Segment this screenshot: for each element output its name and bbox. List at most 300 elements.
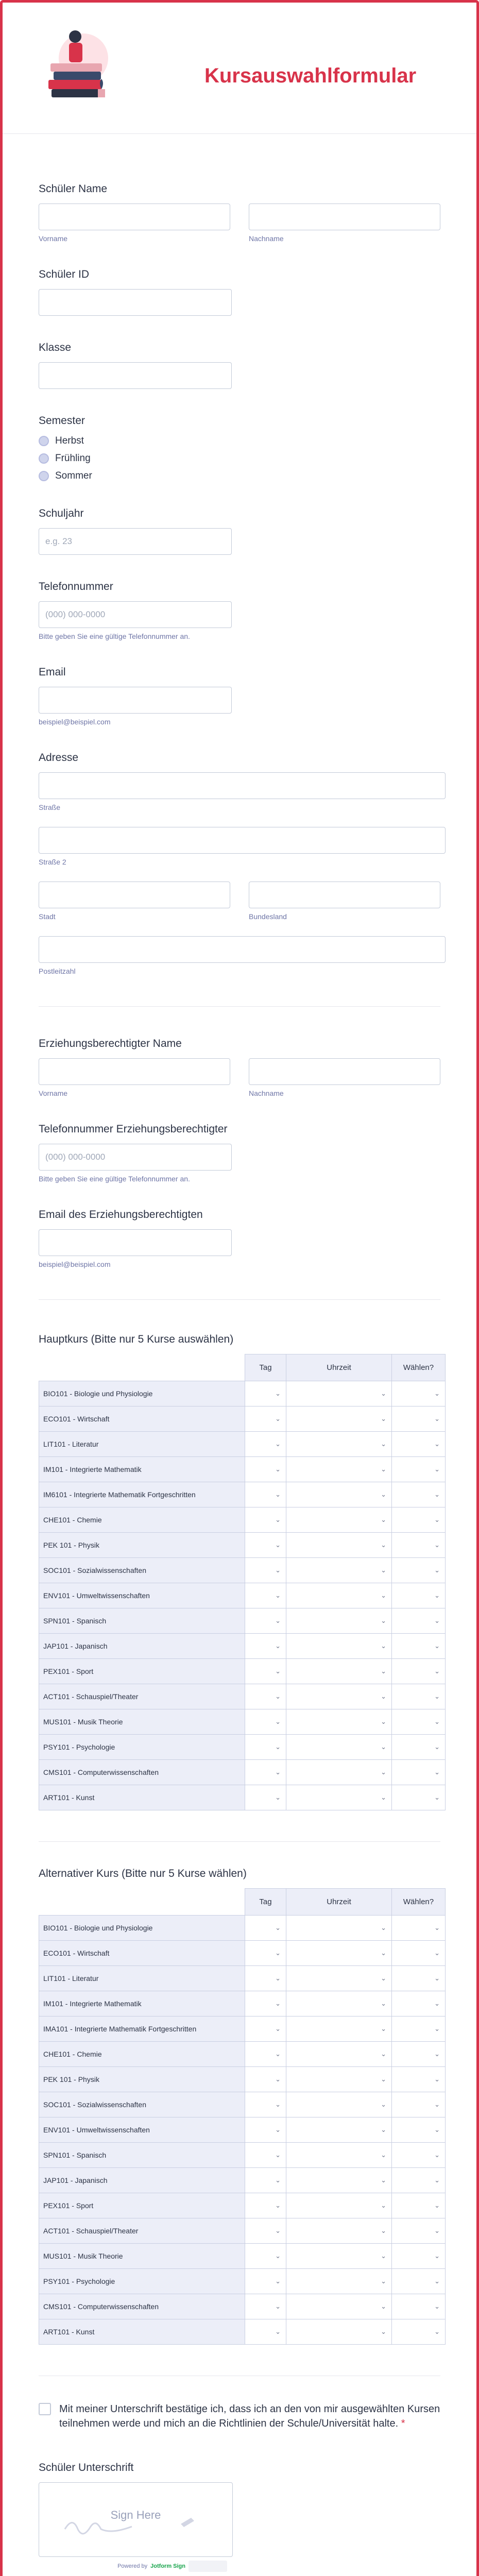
time-select[interactable] <box>286 1381 392 1406</box>
chevron-down-icon: ⌄ <box>381 1617 386 1624</box>
matrix-col-select: Wählen? <box>392 1889 446 1916</box>
day-select[interactable] <box>245 1533 286 1558</box>
street2-input[interactable] <box>39 827 446 854</box>
chevron-down-icon: ⌄ <box>381 2151 386 2159</box>
chevron-down-icon: ⌄ <box>381 1793 386 1801</box>
semester-option-sommer[interactable] <box>39 470 440 482</box>
time-select[interactable] <box>286 1916 392 1941</box>
course-name: ACT101 - Schauspiel/Theater <box>39 1684 245 1709</box>
day-select[interactable] <box>245 2092 286 2117</box>
time-select[interactable] <box>286 1735 392 1760</box>
day-select[interactable] <box>245 1558 286 1583</box>
time-select[interactable] <box>286 1482 392 1507</box>
choose-select[interactable] <box>392 2193 446 2218</box>
table-row <box>39 1735 446 1760</box>
chevron-down-icon: ⌄ <box>381 1440 386 1448</box>
day-select[interactable] <box>245 2143 286 2168</box>
day-select[interactable] <box>245 1785 286 1810</box>
guardian-phone-input[interactable]: (000) 000-0000 <box>39 1144 232 1171</box>
phone-field <box>39 581 440 640</box>
choose-select[interactable] <box>392 2067 446 2092</box>
alt-courses-label: Alternativer Kurs (Bitte nur 5 Kurse wählen) <box>39 1868 247 1879</box>
course-name: BIO101 - Biologie und Physiologie <box>39 1381 245 1406</box>
chevron-down-icon: ⌄ <box>275 1490 281 1498</box>
course-name: CHE101 - Chemie <box>39 1507 245 1533</box>
course-name: IM101 - Integrierte Mathematik <box>39 1991 245 2016</box>
chevron-down-icon: ⌄ <box>275 2025 281 2032</box>
time-select[interactable] <box>286 1684 392 1709</box>
chevron-down-icon: ⌄ <box>275 1591 281 1599</box>
time-select[interactable] <box>286 1507 392 1533</box>
time-select[interactable] <box>286 2117 392 2143</box>
student-last-name-input[interactable] <box>249 204 440 230</box>
table-row <box>39 1634 446 1659</box>
time-select[interactable] <box>286 2294 392 2319</box>
time-select[interactable] <box>286 2042 392 2067</box>
chevron-down-icon: ⌄ <box>381 2075 386 2083</box>
student-first-name-col <box>39 204 230 243</box>
chevron-down-icon: ⌄ <box>434 1389 440 1397</box>
time-select[interactable] <box>286 1785 392 1810</box>
chevron-down-icon: ⌄ <box>275 1566 281 1574</box>
street-input[interactable] <box>39 772 446 799</box>
student-signature-field <box>39 2462 440 2569</box>
table-row <box>39 1608 446 1634</box>
chevron-down-icon: ⌄ <box>434 2151 440 2159</box>
table-row <box>39 1482 446 1507</box>
choose-select[interactable] <box>392 1634 446 1659</box>
choose-select[interactable] <box>392 2143 446 2168</box>
form-title: Kursauswahlformular <box>204 64 417 87</box>
guardian-last-name-input[interactable] <box>249 1058 440 1085</box>
chevron-down-icon: ⌄ <box>275 1389 281 1397</box>
student-id-field <box>39 268 440 316</box>
chevron-down-icon: ⌄ <box>381 2227 386 2234</box>
email-field <box>39 666 440 726</box>
section-divider <box>39 1841 440 1842</box>
day-select[interactable] <box>245 1634 286 1659</box>
choose-select[interactable] <box>392 1659 446 1684</box>
chevron-down-icon: ⌄ <box>381 2277 386 2285</box>
time-select[interactable] <box>286 2092 392 2117</box>
semester-option-label: Frühling <box>55 453 91 464</box>
day-select[interactable] <box>245 2016 286 2042</box>
chevron-down-icon: ⌄ <box>381 2025 386 2032</box>
day-select[interactable] <box>245 1608 286 1634</box>
consent-checkbox-row[interactable] <box>39 2402 440 2431</box>
guardian-email-field <box>39 1209 440 1268</box>
choose-select[interactable] <box>392 1432 446 1457</box>
chevron-down-icon: ⌄ <box>275 1440 281 1448</box>
table-row <box>39 1684 446 1709</box>
course-name: SPN101 - Spanisch <box>39 2143 245 2168</box>
consent-checkbox[interactable] <box>39 2403 51 2415</box>
alt-courses-rows <box>39 1916 446 2345</box>
choose-select[interactable] <box>392 1533 446 1558</box>
choose-select[interactable] <box>392 1381 446 1406</box>
chevron-down-icon: ⌄ <box>275 1949 281 1957</box>
consent-text: Mit meiner Unterschrift bestätige ich, dass ich an den von mir ausgewählten Kursen teilnehmen werde und mich an die Richtlinien der Schule/Universität halte. <box>59 2403 440 2429</box>
chevron-down-icon: ⌄ <box>275 1743 281 1751</box>
day-select[interactable] <box>245 1381 286 1406</box>
time-select[interactable] <box>286 2168 392 2193</box>
chevron-down-icon: ⌄ <box>381 1999 386 2007</box>
chevron-down-icon: ⌄ <box>275 1999 281 2007</box>
chevron-down-icon: ⌄ <box>434 1667 440 1675</box>
school-year-field <box>39 507 440 555</box>
table-row <box>39 2168 446 2193</box>
time-select[interactable] <box>286 1966 392 1991</box>
choose-select[interactable] <box>392 2269 446 2294</box>
day-select[interactable] <box>245 1941 286 1966</box>
chevron-down-icon: ⌄ <box>434 2176 440 2184</box>
guardian-first-name-col <box>39 1058 230 1097</box>
chevron-down-icon: ⌄ <box>381 1490 386 1498</box>
day-select[interactable] <box>245 1966 286 1991</box>
choose-select[interactable] <box>392 1406 446 1432</box>
time-select[interactable] <box>286 1533 392 1558</box>
chevron-down-icon: ⌄ <box>434 1793 440 1801</box>
choose-select[interactable] <box>392 2117 446 2143</box>
city-input[interactable] <box>39 882 230 908</box>
day-select[interactable] <box>245 2168 286 2193</box>
chevron-down-icon: ⌄ <box>381 1415 386 1422</box>
street-sublabel: Straße <box>39 803 61 811</box>
course-name: IMA101 - Integrierte Mathematik Fortgeschritten <box>39 2016 245 2042</box>
course-name: BIO101 - Biologie und Physiologie <box>39 1916 245 1941</box>
chevron-down-icon: ⌄ <box>434 2201 440 2209</box>
time-select[interactable] <box>286 2218 392 2244</box>
matrix-header-row <box>39 1354 446 1381</box>
time-select[interactable] <box>286 2269 392 2294</box>
chevron-down-icon: ⌄ <box>434 2252 440 2260</box>
table-row <box>39 1507 446 1533</box>
school-year-input[interactable]: e.g. 23 <box>39 528 232 555</box>
time-select[interactable] <box>286 1941 392 1966</box>
chevron-down-icon: ⌄ <box>275 1465 281 1473</box>
table-row <box>39 2218 446 2244</box>
city-col <box>39 882 230 921</box>
time-select[interactable] <box>286 1760 392 1785</box>
address-label: Adresse <box>39 752 79 764</box>
choose-select[interactable] <box>392 1941 446 1966</box>
student-id-label: Schüler ID <box>39 268 90 280</box>
state-sublabel: Bundesland <box>249 912 287 921</box>
course-name: MUS101 - Musik Theorie <box>39 1709 245 1735</box>
chevron-down-icon: ⌄ <box>434 2050 440 2058</box>
day-select[interactable] <box>245 1760 286 1785</box>
main-courses-rows <box>39 1381 446 1810</box>
choose-select[interactable] <box>392 1608 446 1634</box>
chevron-down-icon: ⌄ <box>275 1642 281 1650</box>
alt-courses-field <box>39 1868 440 2345</box>
choose-select[interactable] <box>392 2319 446 2345</box>
chevron-down-icon: ⌄ <box>275 1924 281 1931</box>
guardian-phone-label: Telefonnummer Erziehungsberechtigter <box>39 1123 228 1135</box>
guardian-first-name-input[interactable] <box>39 1058 230 1085</box>
choose-select[interactable] <box>392 2244 446 2269</box>
guardian-email-input[interactable] <box>39 1229 232 1256</box>
day-select[interactable] <box>245 2218 286 2244</box>
chevron-down-icon: ⌄ <box>434 2277 440 2285</box>
table-row <box>39 1432 446 1457</box>
day-select[interactable] <box>245 2294 286 2319</box>
chevron-down-icon: ⌄ <box>275 2100 281 2108</box>
table-row <box>39 1760 446 1785</box>
day-select[interactable] <box>245 2269 286 2294</box>
chevron-down-icon: ⌄ <box>275 1617 281 1624</box>
chevron-down-icon: ⌄ <box>275 2050 281 2058</box>
choose-select[interactable] <box>392 2092 446 2117</box>
chevron-down-icon: ⌄ <box>434 2025 440 2032</box>
chevron-down-icon: ⌄ <box>434 1541 440 1549</box>
day-select[interactable] <box>245 1684 286 1709</box>
chevron-down-icon: ⌄ <box>434 2227 440 2234</box>
time-select[interactable] <box>286 1608 392 1634</box>
day-select[interactable] <box>245 1991 286 2016</box>
time-select[interactable] <box>286 1457 392 1482</box>
time-select[interactable] <box>286 2143 392 2168</box>
choose-select[interactable] <box>392 1482 446 1507</box>
chevron-down-icon: ⌄ <box>434 1566 440 1574</box>
day-select[interactable] <box>245 1507 286 1533</box>
chevron-down-icon: ⌄ <box>275 2252 281 2260</box>
choose-select[interactable] <box>392 1507 446 1533</box>
course-name: SPN101 - Spanisch <box>39 1608 245 1634</box>
guardian-email-hint: beispiel@beispiel.com <box>39 1260 111 1268</box>
email-label: Email <box>39 666 66 678</box>
time-select[interactable] <box>286 1558 392 1583</box>
city-sublabel: Stadt <box>39 912 56 921</box>
table-row <box>39 1659 446 1684</box>
course-name: SOC101 - Sozialwissenschaften <box>39 1558 245 1583</box>
course-name: CHE101 - Chemie <box>39 2042 245 2067</box>
day-select[interactable] <box>245 1457 286 1482</box>
time-select[interactable] <box>286 2016 392 2042</box>
table-row <box>39 1406 446 1432</box>
phone-input[interactable]: (000) 000-0000 <box>39 601 232 628</box>
course-name: ECO101 - Wirtschaft <box>39 1941 245 1966</box>
student-first-name-input[interactable] <box>39 204 230 230</box>
day-select[interactable] <box>245 1406 286 1432</box>
guardian-email-label: Email des Erziehungsberechtigten <box>39 1209 203 1221</box>
chevron-down-icon: ⌄ <box>381 1642 386 1650</box>
chevron-down-icon: ⌄ <box>381 1541 386 1549</box>
chevron-down-icon: ⌄ <box>434 2302 440 2310</box>
zip-input[interactable] <box>39 936 446 963</box>
choose-select[interactable] <box>392 2218 446 2244</box>
day-select[interactable] <box>245 1735 286 1760</box>
table-row <box>39 2269 446 2294</box>
phone-hint: Bitte geben Sie eine gültige Telefonnummer an. <box>39 632 190 640</box>
class-field <box>39 342 440 389</box>
matrix-corner <box>39 1889 245 1916</box>
course-name: JAP101 - Japanisch <box>39 1634 245 1659</box>
section-divider <box>39 1006 440 1007</box>
semester-option-fruehling[interactable] <box>39 453 440 464</box>
choose-select[interactable] <box>392 2168 446 2193</box>
choose-select[interactable] <box>392 1760 446 1785</box>
student-id-input[interactable] <box>39 289 232 316</box>
choose-select[interactable] <box>392 2042 446 2067</box>
student-signature-label: Schüler Unterschrift <box>39 2462 134 2473</box>
course-name: PEK 101 - Physik <box>39 2067 245 2092</box>
choose-select[interactable] <box>392 1457 446 1482</box>
time-select[interactable] <box>286 1406 392 1432</box>
consent-field <box>39 2402 440 2431</box>
choose-select[interactable] <box>392 1991 446 2016</box>
time-select[interactable] <box>286 2319 392 2345</box>
powered-brand: Jotform Sign <box>150 2563 185 2569</box>
city-state-row <box>39 882 440 921</box>
choose-select[interactable] <box>392 1583 446 1608</box>
semester-label: Semester <box>39 415 85 427</box>
chevron-down-icon: ⌄ <box>434 1999 440 2007</box>
chevron-down-icon: ⌄ <box>381 1949 386 1957</box>
table-row <box>39 2042 446 2067</box>
table-row <box>39 1533 446 1558</box>
time-select[interactable] <box>286 2067 392 2092</box>
course-name: IM6101 - Integrierte Mathematik Fortgeschritten <box>39 1482 245 1507</box>
alt-courses-matrix <box>39 1888 446 2345</box>
chevron-down-icon: ⌄ <box>434 2126 440 2133</box>
day-select[interactable] <box>245 1916 286 1941</box>
time-select[interactable] <box>286 1709 392 1735</box>
course-name: LIT101 - Literatur <box>39 1966 245 1991</box>
choose-select[interactable] <box>392 1735 446 1760</box>
table-row <box>39 2092 446 2117</box>
sign-here-text: Sign Here <box>110 2509 161 2521</box>
choose-select[interactable] <box>392 1684 446 1709</box>
chevron-down-icon: ⌄ <box>275 1793 281 1801</box>
day-select[interactable] <box>245 1659 286 1684</box>
class-input[interactable] <box>39 362 232 389</box>
chevron-down-icon: ⌄ <box>275 2328 281 2335</box>
choose-select[interactable] <box>392 2294 446 2319</box>
day-select[interactable] <box>245 2042 286 2067</box>
table-row <box>39 2143 446 2168</box>
chevron-down-icon: ⌄ <box>275 1692 281 1700</box>
chevron-down-icon: ⌄ <box>275 1718 281 1725</box>
chevron-down-icon: ⌄ <box>434 1415 440 1422</box>
chevron-down-icon: ⌄ <box>434 2075 440 2083</box>
chevron-down-icon: ⌄ <box>275 1667 281 1675</box>
table-row <box>39 1709 446 1735</box>
choose-select[interactable] <box>392 1709 446 1735</box>
student-name-field <box>39 183 440 243</box>
chevron-down-icon: ⌄ <box>381 1768 386 1776</box>
course-name: MUS101 - Musik Theorie <box>39 2244 245 2269</box>
chevron-down-icon: ⌄ <box>381 2176 386 2184</box>
time-select[interactable] <box>286 1991 392 2016</box>
table-row <box>39 2244 446 2269</box>
chevron-down-icon: ⌄ <box>381 1667 386 1675</box>
clear-signature-button[interactable] <box>189 2561 227 2572</box>
chevron-down-icon: ⌄ <box>381 1924 386 1931</box>
chevron-down-icon: ⌄ <box>275 2277 281 2285</box>
chevron-down-icon: ⌄ <box>275 2176 281 2184</box>
chevron-down-icon: ⌄ <box>275 1974 281 1982</box>
chevron-down-icon: ⌄ <box>381 1516 386 1523</box>
chevron-down-icon: ⌄ <box>381 1465 386 1473</box>
time-select[interactable] <box>286 1634 392 1659</box>
student-last-name-col <box>249 204 440 243</box>
choose-select[interactable] <box>392 2016 446 2042</box>
guardian-name-row <box>39 1058 440 1097</box>
chevron-down-icon: ⌄ <box>381 2201 386 2209</box>
semester-option-herbst[interactable] <box>39 435 440 447</box>
table-row <box>39 1916 446 1941</box>
chevron-down-icon: ⌄ <box>434 1591 440 1599</box>
zip-sublabel: Postleitzahl <box>39 967 76 975</box>
chevron-down-icon: ⌄ <box>381 1591 386 1599</box>
chevron-down-icon: ⌄ <box>381 2100 386 2108</box>
chevron-down-icon: ⌄ <box>381 2252 386 2260</box>
radio-circle-icon <box>39 471 49 481</box>
chevron-down-icon: ⌄ <box>434 2100 440 2108</box>
student-name-row <box>39 204 440 243</box>
table-row <box>39 1457 446 1482</box>
time-select[interactable] <box>286 2244 392 2269</box>
time-select[interactable] <box>286 2193 392 2218</box>
matrix-col-time: Uhrzeit <box>286 1354 392 1381</box>
time-select[interactable] <box>286 1583 392 1608</box>
time-select[interactable] <box>286 1432 392 1457</box>
chevron-down-icon: ⌄ <box>434 1440 440 1448</box>
state-input[interactable] <box>249 882 440 908</box>
matrix-col-select: Wählen? <box>392 1354 446 1381</box>
day-select[interactable] <box>245 1432 286 1457</box>
chevron-down-icon: ⌄ <box>381 2328 386 2335</box>
chevron-down-icon: ⌄ <box>434 2328 440 2335</box>
day-select[interactable] <box>245 2117 286 2143</box>
chevron-down-icon: ⌄ <box>434 1718 440 1725</box>
table-row <box>39 2067 446 2092</box>
day-select[interactable] <box>245 1709 286 1735</box>
main-courses-label: Hauptkurs (Bitte nur 5 Kurse auswählen) <box>39 1333 234 1345</box>
day-select[interactable] <box>245 2193 286 2218</box>
semester-field <box>39 415 440 482</box>
student-first-name-sublabel: Vorname <box>39 234 68 243</box>
choose-select[interactable] <box>392 1966 446 1991</box>
day-select[interactable] <box>245 1482 286 1507</box>
choose-select[interactable] <box>392 1785 446 1810</box>
day-select[interactable] <box>245 2067 286 2092</box>
course-name: PSY101 - Psychologie <box>39 1735 245 1760</box>
street2-sublabel: Straße 2 <box>39 858 66 866</box>
guardian-last-name-sublabel: Nachname <box>249 1089 284 1097</box>
semester-option-label: Sommer <box>55 470 92 481</box>
main-courses-field <box>39 1333 440 1810</box>
course-name: ACT101 - Schauspiel/Theater <box>39 2218 245 2244</box>
day-select[interactable] <box>245 2319 286 2345</box>
class-label: Klasse <box>39 342 72 353</box>
email-hint: beispiel@beispiel.com <box>39 718 111 726</box>
school-year-label: Schuljahr <box>39 507 84 519</box>
phone-label: Telefonnummer <box>39 581 113 592</box>
chevron-down-icon: ⌄ <box>434 1490 440 1498</box>
day-select[interactable] <box>245 2244 286 2269</box>
choose-select[interactable] <box>392 1558 446 1583</box>
time-select[interactable] <box>286 1659 392 1684</box>
day-select[interactable] <box>245 1583 286 1608</box>
choose-select[interactable] <box>392 1916 446 1941</box>
course-name: ENV101 - Umweltwissenschaften <box>39 1583 245 1608</box>
course-name: ART101 - Kunst <box>39 1785 245 1810</box>
student-signature-pad[interactable] <box>39 2482 233 2569</box>
email-input[interactable] <box>39 687 232 714</box>
table-row <box>39 1991 446 2016</box>
